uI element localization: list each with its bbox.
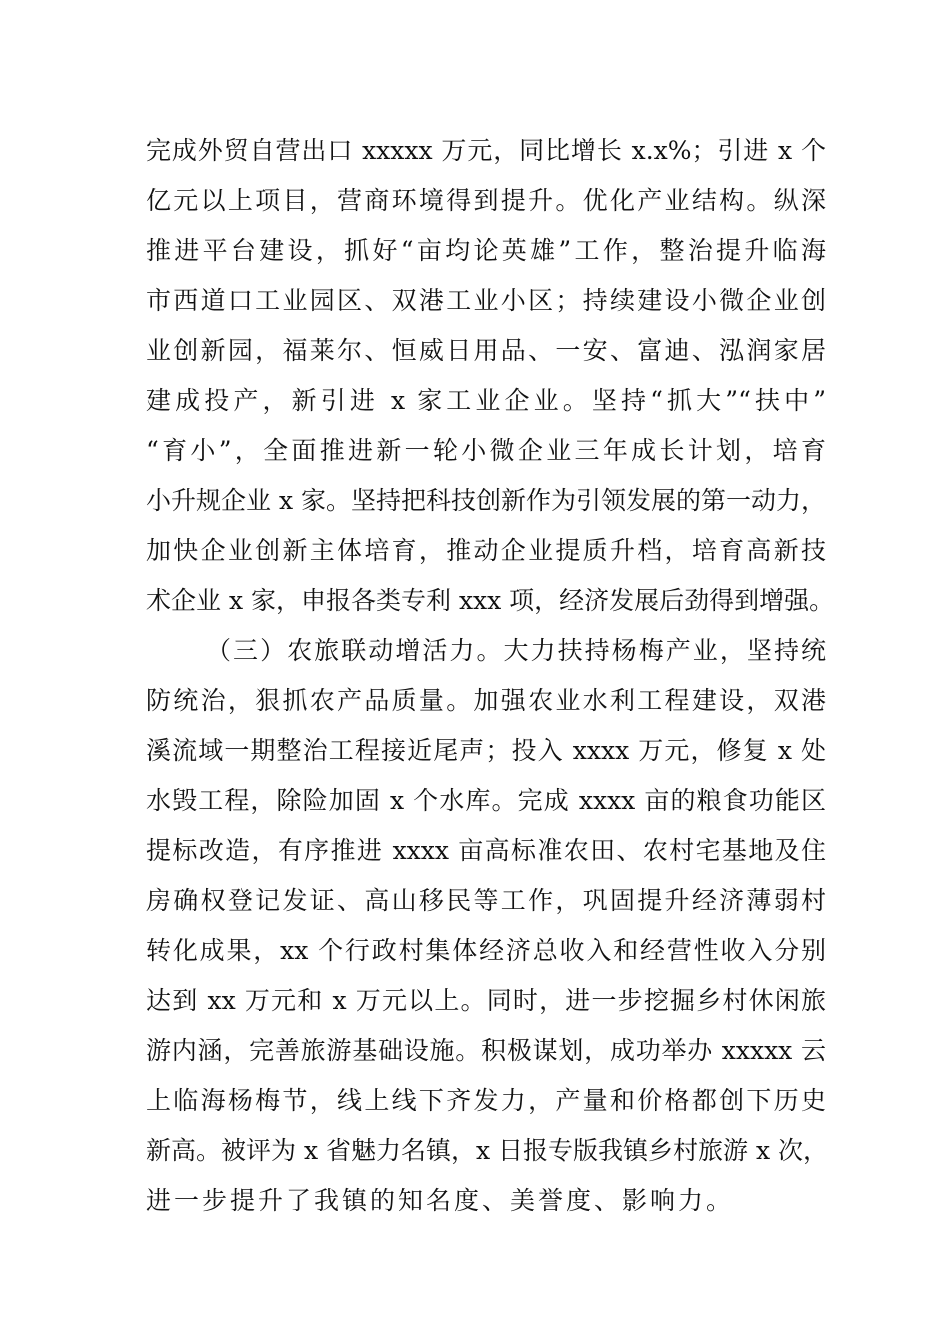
paragraph-line: 术企业 x 家，申报各类专利 xxx 项，经济发展后劲得到增强。 bbox=[146, 586, 835, 615]
paragraph-line: 水毁工程，除险加固 x 个水库。完成 xxxx 亩的粮食功能区 bbox=[146, 786, 826, 815]
paragraph-line: 完成外贸自营出口 xxxxx 万元，同比增长 x.x%；引进 x 个 bbox=[146, 136, 826, 165]
paragraph-line: 达到 xx 万元和 x 万元以上。同时，进一步挖掘乡村休闲旅 bbox=[146, 986, 826, 1015]
paragraph-line: 建成投产，新引进 x 家工业企业。坚持“抓大”“扶中” bbox=[146, 386, 826, 415]
paragraph-line: 小升规企业 x 家。坚持把科技创新作为引领发展的第一动力， bbox=[146, 486, 826, 515]
paragraph-line: 加快企业创新主体培育，推动企业提质升档，培育高新技 bbox=[146, 536, 826, 565]
paragraph-line: 提标改造，有序推进 xxxx 亩高标准农田、农村宅基地及住 bbox=[146, 836, 826, 865]
paragraph-line: “育小”，全面推进新一轮小微企业三年成长计划，培育 bbox=[146, 436, 826, 465]
paragraph-line: 推进平台建设，抓好“亩均论英雄”工作，整治提升临海 bbox=[146, 236, 826, 265]
paragraph-line: 游内涵，完善旅游基础设施。积极谋划，成功举办 xxxxx 云 bbox=[146, 1036, 826, 1065]
paragraph-line: 溪流域一期整治工程接近尾声；投入 xxxx 万元，修复 x 处 bbox=[146, 736, 826, 765]
paragraph-line: 上临海杨梅节，线上线下齐发力，产量和价格都创下历史 bbox=[146, 1086, 826, 1115]
paragraph-line: 房确权登记发证、高山移民等工作，巩固提升经济薄弱村 bbox=[146, 886, 826, 915]
paragraph-line: 亿元以上项目，营商环境得到提升。优化产业结构。纵深 bbox=[146, 186, 826, 215]
paragraph-line: 市西道口工业园区、双港工业小区；持续建设小微企业创 bbox=[146, 286, 826, 315]
paragraph-line-last: 进一步提升了我镇的知名度、美誉度、影响力。 bbox=[146, 1186, 735, 1215]
section-heading-line: （三）农旅联动增活力。大力扶持杨梅产业，坚持统 bbox=[206, 636, 826, 665]
paragraph-line: 转化成果，xx 个行政村集体经济总收入和经营性收入分别 bbox=[146, 936, 826, 965]
paragraph-line: 防统治，狠抓农产品质量。加强农业水利工程建设，双港 bbox=[146, 686, 826, 715]
paragraph-line: 新高。被评为 x 省魅力名镇，x 日报专版我镇乡村旅游 x 次， bbox=[146, 1136, 829, 1165]
paragraph-line: 业创新园，福莱尔、恒威日用品、一安、富迪、泓润家居 bbox=[146, 336, 826, 365]
